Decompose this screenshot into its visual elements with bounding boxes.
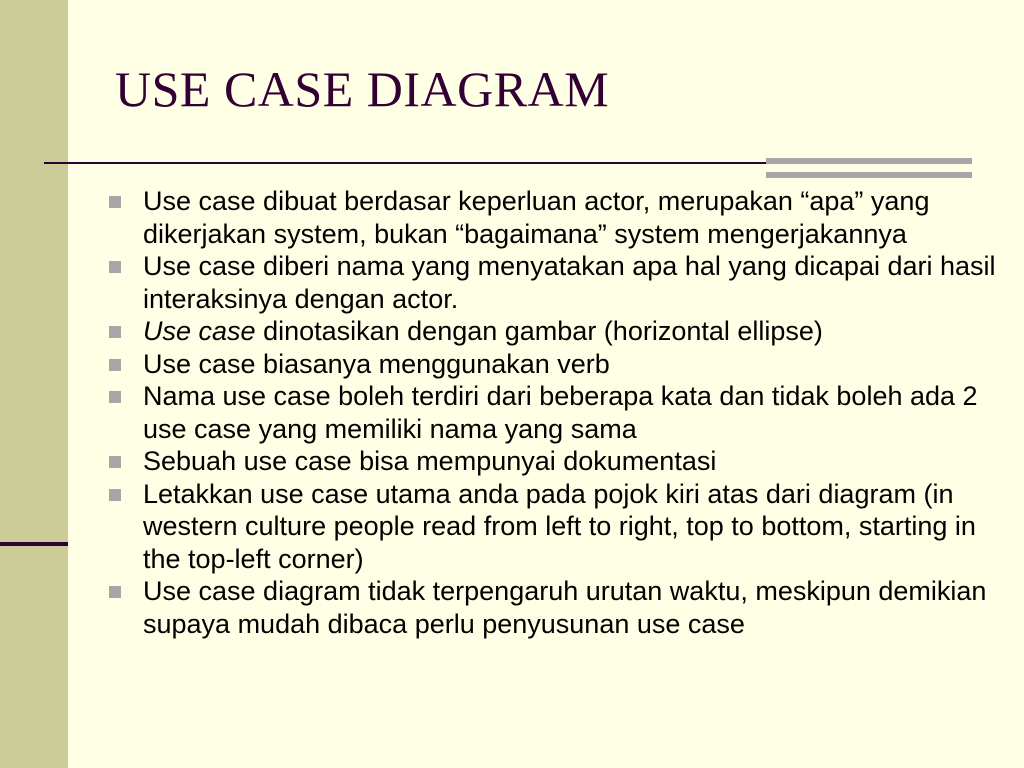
square-bullet-icon [109, 489, 121, 501]
divider-accent-bar-lower [766, 172, 972, 178]
bullet-text: Use case dibuat berdasar keperluan actor, merupakan “apa” yang dikerjakan system, bukan “bagaimana” system mengerjakannya [143, 186, 930, 249]
bullet-item [105, 348, 1020, 381]
bullet-text: Letakkan use case utama anda pada pojok kiri atas dari diagram (in western culture people read from left to right, top to bottom, starting in the top-left corner) [143, 478, 976, 574]
bullet-text-italic: Use case [143, 316, 256, 346]
bullet-text: Use case diagram tidak terpengaruh urutan waktu, meskipun demikian supaya mudah dibaca perlu penyusunan use case [143, 576, 987, 639]
bullet-text: Sebuah use case bisa mempunyai dokumentasi [143, 446, 717, 476]
square-bullet-icon [109, 359, 121, 371]
bullet-item [105, 380, 1020, 445]
divider-accent-bar-upper [766, 158, 972, 164]
bullet-list [105, 185, 1020, 640]
square-bullet-icon [109, 456, 121, 468]
bullet-text: Use case biasanya menggunakan verb [143, 348, 610, 379]
square-bullet-icon [109, 586, 121, 598]
square-bullet-icon [109, 326, 121, 338]
bullet-item [105, 575, 1020, 640]
square-bullet-icon [109, 196, 121, 208]
bullet-text: Use case diberi nama yang menyatakan apa hal yang dicapai dari hasil interaksinya dengan actor. [143, 251, 996, 314]
bullet-item [105, 250, 1020, 315]
square-bullet-icon [109, 391, 121, 403]
bullet-item [105, 445, 1020, 478]
bullet-item [105, 478, 1020, 576]
slide-title: USE CASE DIAGRAM [115, 61, 610, 117]
bullet-text: Nama use case boleh terdiri dari beberapa kata dan tidak boleh ada 2 use case yang memiliki nama yang sama [143, 381, 978, 444]
left-decorative-stripe [0, 0, 68, 768]
bullet-item [105, 315, 1020, 348]
bullet-item [105, 185, 1020, 250]
bullet-text: dinotasikan dengan gambar (horizontal ellipse) [255, 316, 823, 346]
square-bullet-icon [109, 261, 121, 273]
left-stripe-accent-line [0, 542, 68, 546]
